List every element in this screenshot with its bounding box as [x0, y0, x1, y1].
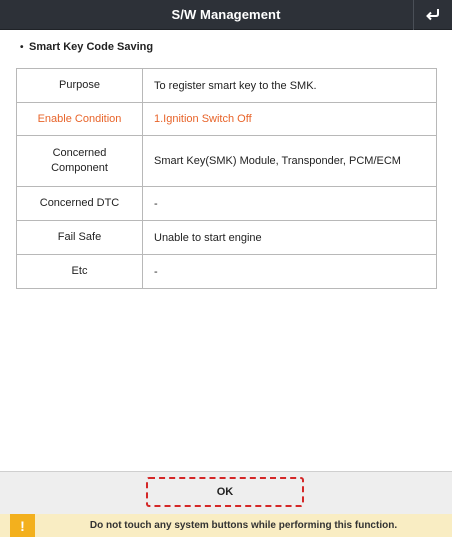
warning-icon: !	[10, 514, 35, 537]
header-bar	[0, 0, 452, 30]
row-label-concerned-component: Concerned Component	[17, 136, 143, 187]
return-arrow-icon	[425, 8, 441, 22]
back-button[interactable]	[413, 0, 452, 30]
row-value-concerned-component: Smart Key(SMK) Module, Transponder, PCM/ECM	[143, 136, 437, 187]
info-table	[16, 68, 437, 289]
section-bullet: •	[20, 42, 24, 53]
row-value-purpose: To register smart key to the SMK.	[143, 69, 437, 103]
table-row	[17, 136, 437, 187]
page-title: S/W Management	[171, 7, 281, 22]
row-label-purpose: Purpose	[17, 69, 143, 103]
table-row	[17, 221, 437, 255]
table-row	[17, 69, 437, 103]
row-label-concerned-dtc: Concerned DTC	[17, 187, 143, 221]
row-value-enable-condition: 1.Ignition Switch Off	[143, 103, 437, 136]
row-value-fail-safe: Unable to start engine	[143, 221, 437, 255]
row-label-etc: Etc	[17, 255, 143, 289]
table-row	[17, 255, 437, 289]
bottom-divider	[0, 537, 452, 541]
ok-button[interactable]: OK	[146, 477, 304, 507]
row-label-enable-condition: Enable Condition	[17, 103, 143, 136]
section-title: Smart Key Code Saving	[29, 41, 154, 53]
table-row	[17, 103, 437, 136]
row-value-concerned-dtc: -	[143, 187, 437, 221]
warning-message: Do not touch any system buttons while performing this function.	[89, 520, 398, 531]
table-row	[17, 187, 437, 221]
row-value-etc: -	[143, 255, 437, 289]
row-label-fail-safe: Fail Safe	[17, 221, 143, 255]
